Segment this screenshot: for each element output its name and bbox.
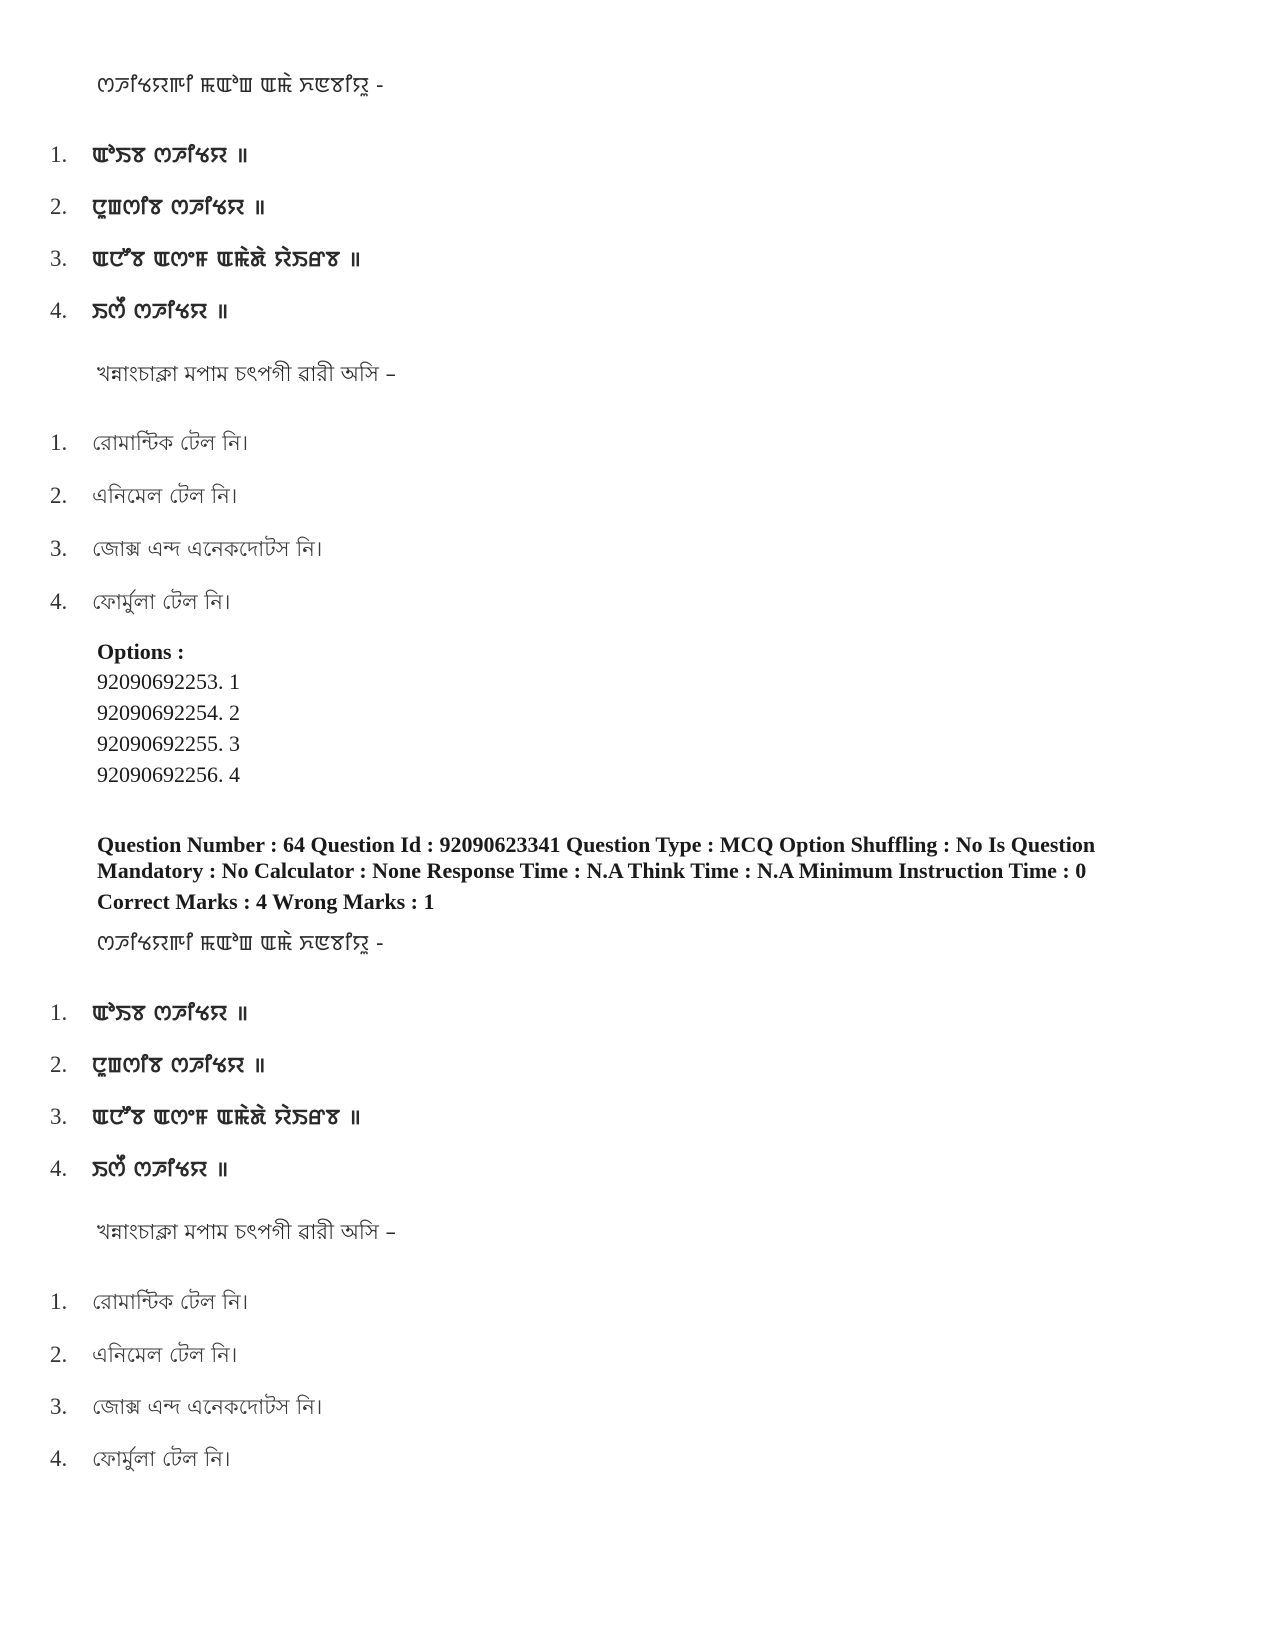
- options-list: [97, 669, 1197, 799]
- question-meta-line-2: Mandatory : No Calculator : None Response Time : N.A Think Time : N.A Minimum Instruction Time : 0: [97, 858, 1087, 883]
- list-item: 3. ꯑꯅꯧꯕ ꯑꯁꯦꯝ ꯑꯃꯥꯗꯥ ꯌꯥꯏꯔꯕ ॥: [50, 1104, 362, 1129]
- list-item: 4. ꯏꯁꯩ ꯁꯍꯤꯠꯌ ॥: [50, 1156, 229, 1181]
- list-item: 2. ꯅꯨꯡꯁꯤꯕ ꯁꯍꯤꯠꯌ ॥: [50, 1052, 266, 1077]
- list-item: 1. রোমান্টিক টেল নি।: [50, 1289, 249, 1314]
- bengali-prompt: খন্নাংচাক্লা মপাম চৎপগী ৱারী অসি –: [97, 362, 396, 386]
- option-item: 92090692254. 2: [97, 700, 240, 725]
- option-item: 92090692253. 1: [97, 669, 240, 694]
- list-item: 2. এনিমেল টেল নি।: [50, 483, 238, 508]
- list-item: 3. জোক্স এন্দ এনেকদোটস নি।: [50, 536, 323, 561]
- list-item: 4. ফোর্মুলা টেল নি।: [50, 589, 231, 614]
- list-item: 3. ꯑꯅꯧꯕ ꯑꯁꯦꯝ ꯑꯃꯥꯗꯥ ꯌꯥꯏꯔꯕ ॥: [50, 246, 362, 271]
- list-item: 3. জোক্স এন্দ এনেকদোটস নি।: [50, 1394, 323, 1419]
- list-item: 1. ꯑꯣꯏꯕ ꯁꯍꯤꯠꯌ ॥: [50, 142, 249, 167]
- question-meta: [97, 832, 1207, 915]
- list-item: 1. রোমান্টিক টেল নি।: [50, 430, 249, 455]
- question-meta-line-3: Correct Marks : 4 Wrong Marks : 1: [97, 889, 435, 914]
- list-item: 4. ꯏꯁꯩ ꯁꯍꯤꯠꯌ ॥: [50, 298, 229, 323]
- list-item: 1. ꯑꯣꯏꯕ ꯁꯍꯤꯠꯌ ॥: [50, 1000, 249, 1025]
- question-meta-line-1: Question Number : 64 Question Id : 92090623341 Question Type : MCQ Option Shuffling : No Is Question: [97, 832, 1096, 857]
- meitei-prompt: ꯁꯍꯤꯠꯌꯒꯤ ꯃꯑꯣꯡ ꯑꯃꯥ ꯈꯟꯕꯤꯌꯨ -: [97, 73, 384, 97]
- list-item: 4. ফোর্মুলা টেল নি।: [50, 1446, 231, 1471]
- option-item: 92090692255. 3: [97, 731, 240, 756]
- meitei-prompt: ꯁꯍꯤꯠꯌꯒꯤ ꯃꯑꯣꯡ ꯑꯃꯥ ꯈꯟꯕꯤꯌꯨ -: [97, 931, 384, 955]
- option-item: 92090692256. 4: [97, 762, 240, 787]
- options-heading: Options :: [97, 639, 185, 664]
- list-item: 2. এনিমেল টেল নি।: [50, 1342, 238, 1367]
- list-item: 2. ꯅꯨꯡꯁꯤꯕ ꯁꯍꯤꯠꯌ ॥: [50, 194, 266, 219]
- bengali-prompt: খন্নাংচাক্লা মপাম চৎপগী ৱারী অসি –: [97, 1220, 396, 1244]
